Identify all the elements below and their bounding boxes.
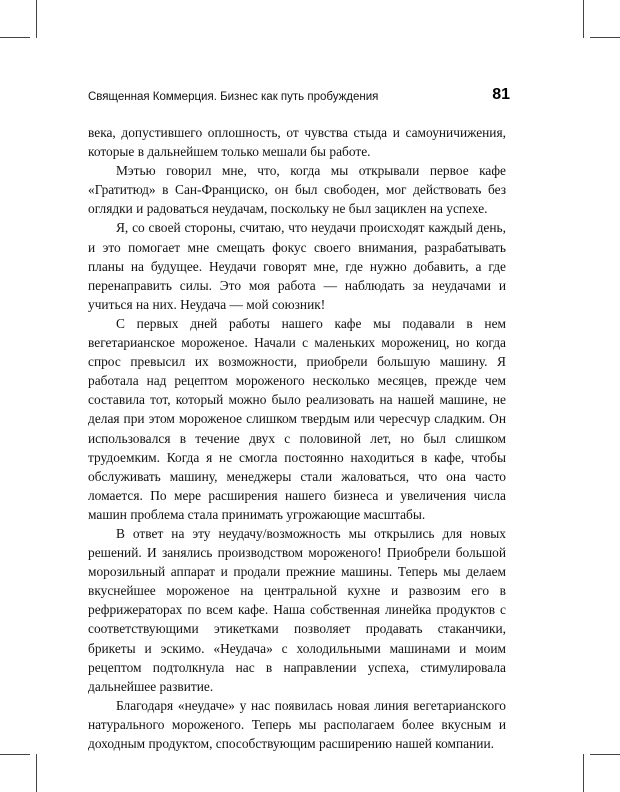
paragraph: века, допустившего оплошность, от чувства стыда и самоуничижения, которые в дальнейшем только мешали бы работе. <box>88 125 506 160</box>
paragraph: Я, со своей стороны, считаю, что неудачи происходят каждый день, и это помогает мне смещать фокус своего внимания, разрабатывать планы на будущее. Неудачи говорят мне, где нужно добавить, а где перенаправить силы. Это моя работа — наблюдать за неудачами и учиться на них. Неудача — мой союзник! <box>88 220 506 312</box>
paragraph: Мэтью говорил мне, что, когда мы открывали первое кафе «Гратитюд» в Сан-Франциско, он был свободен, мог действовать без оглядки и радоваться неудачам, поскольку не был зациклен на успехе. <box>88 163 506 217</box>
crop-mark-bottom-right <box>583 754 584 792</box>
crop-mark-top-right-h <box>590 37 620 38</box>
paragraph: Благодаря «неудаче» у нас появилась новая линия вегетарианского натурального мороженого. Теперь мы располагаем более вкусным и доходным продуктом, способствующим расширению нашей компании. <box>88 697 506 751</box>
crop-mark-bottom-left <box>36 754 37 792</box>
crop-mark-top-right <box>583 0 584 38</box>
body-text <box>88 123 506 753</box>
page-number: 81 <box>492 86 510 103</box>
crop-mark-top-left-h <box>0 37 30 38</box>
paragraph: В ответ на эту неудачу/возможность мы открылись для новых решений. И занялись производством мороженого! Приобрели большой морозильный аппарат и продали прежние машины. Теперь мы делаем вкуснейшее мороженое на центральной кухне и развозим его в рефрижераторах по всем кафе. Наша собственная линейка продуктов с соответствующими этикетками позволяет продавать стаканчики, брикеты и эскимо. «Неудача» с холодильными машинами и моим рецептом подтолкнула нас в направлении успеха, стимулировала дальнейшее развитие. <box>88 525 506 694</box>
crop-mark-top-left <box>36 0 37 38</box>
crop-mark-bottom-left-h <box>0 754 30 755</box>
running-title: Священная Коммерция. Бизнес как путь пробуждения <box>88 91 379 103</box>
crop-mark-bottom-right-h <box>590 754 620 755</box>
paragraph: С первых дней работы нашего кафе мы подавали в нем вегетарианское мороженое. Начали с маленьких морожениц, но когда спрос превысил их возможности, приобрели большую машину. Я работала над рецептом мороженого несколько месяцев, прежде чем составила тот, который можно было реализовать на нашей машине, не делая при этом мороженое слишком твердым или чересчур сладким. Он использовался в течение двух с половиной лет, но был слишком трудоемким. Когда я не смогла постоянно находиться в кафе, чтобы обслуживать машину, менеджеры стали жаловаться, что она часто ломается. По мере расширения нашего бизнеса и увеличения числа машин проблема стала принимать угрожающие масштабы. <box>88 315 506 522</box>
